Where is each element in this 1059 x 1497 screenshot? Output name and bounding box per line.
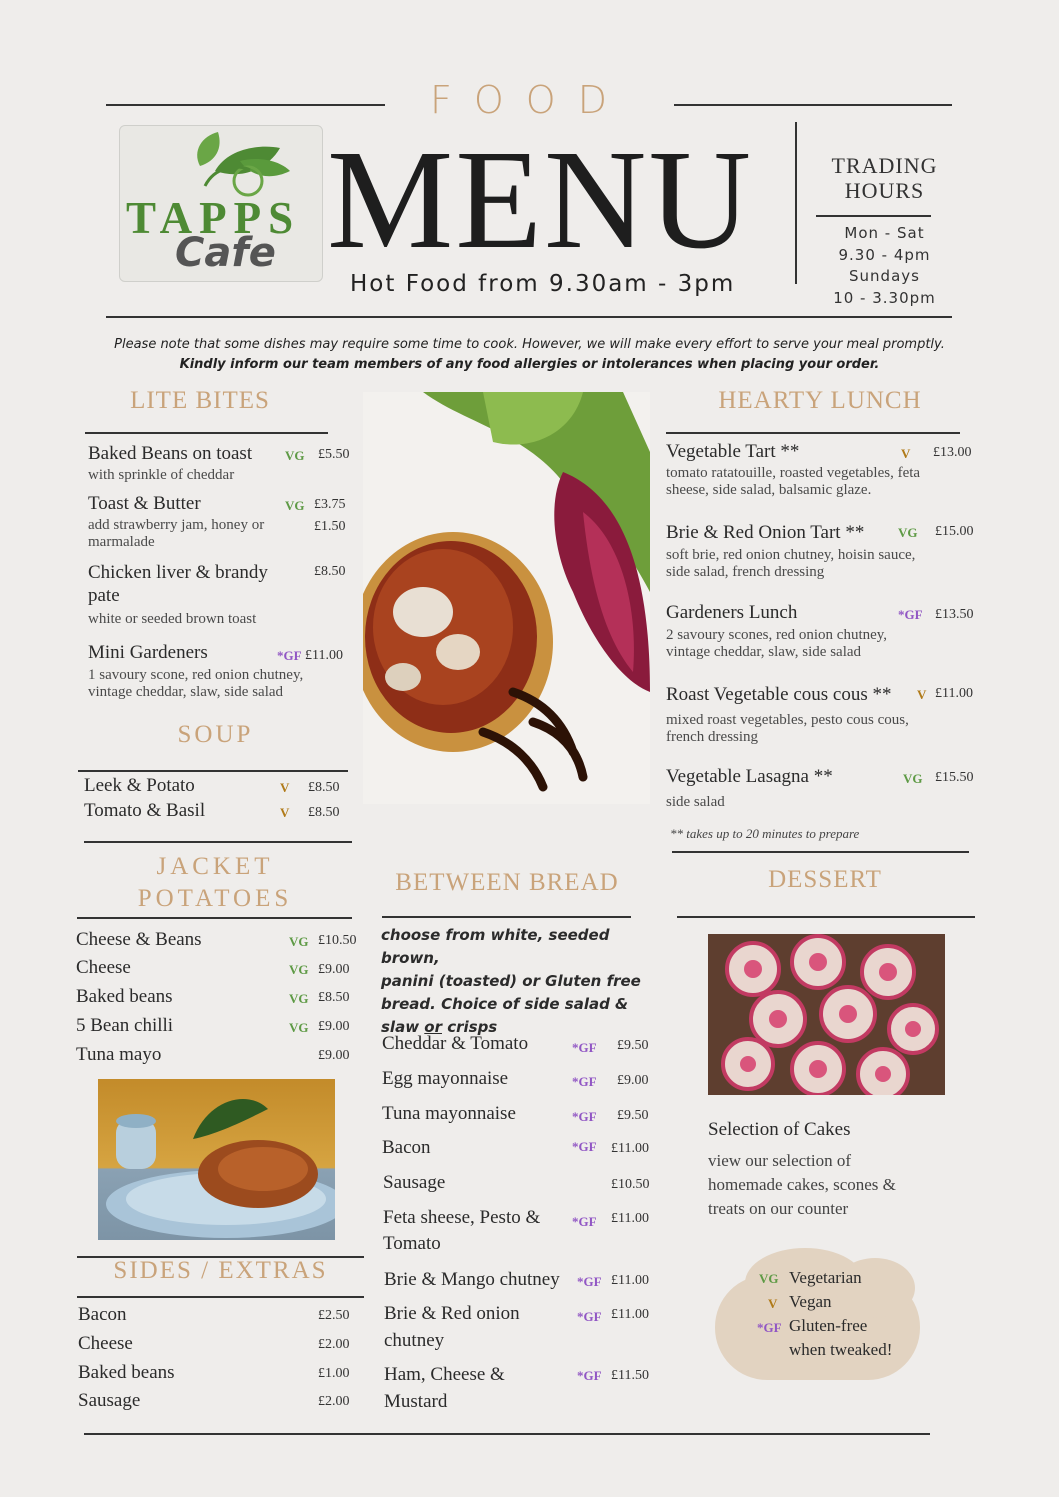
legend-cloud-right — [835, 1258, 915, 1318]
intro-line-2: panini (toasted) or Gluten free — [381, 972, 641, 990]
menu-item-name: Chicken liver & brandy pate — [88, 562, 268, 606]
logo-tapps: TAPPS — [126, 193, 301, 243]
menu-item-name: Ham, Cheese & — [384, 1364, 505, 1385]
menu-item-price: £10.50 — [611, 1177, 650, 1192]
diet-tag: VG — [289, 1020, 309, 1035]
jacket-title — [80, 851, 350, 915]
sides-rule — [77, 1296, 364, 1298]
menu-item-desc: side salad — [666, 794, 725, 810]
menu-item-name-cont: Mustard — [384, 1391, 448, 1412]
menu-item-price: £11.00 — [305, 648, 343, 663]
menu-item-name: Brie & Mango chutney — [384, 1269, 560, 1290]
tart-icon — [363, 392, 650, 804]
legend-tag: *GF — [757, 1320, 782, 1335]
menu-item-name: Bacon — [382, 1137, 431, 1158]
notice-line-1: Please note that some dishes may require some time to cook. However, we will make every effort to serve your meal promptly. — [114, 337, 945, 352]
diet-tag: *GF — [572, 1214, 597, 1229]
menu-item-name: Cheese — [78, 1333, 133, 1354]
trading-title-line-1: TRADING — [831, 153, 938, 178]
dessert-rule — [677, 916, 975, 918]
menu-item-name: Baked Beans on toast — [88, 443, 253, 464]
menu-item-name: Vegetable Lasagna ** — [666, 766, 833, 787]
food-heading: FOOD — [430, 78, 629, 122]
soup-title: SOUP — [177, 721, 254, 748]
menu-item-name: Feta sheese, Pesto & — [383, 1207, 541, 1228]
menu-item-name: Cheddar & Tomato — [382, 1033, 529, 1054]
menu-item-price: £9.50 — [617, 1108, 649, 1123]
menu-item-price: £2.50 — [318, 1308, 350, 1323]
hot-food-hours: Hot Food from 9.30am - 3pm — [350, 271, 736, 297]
menu-item-price: £8.50 — [314, 564, 346, 579]
diet-tag: *GF — [572, 1040, 597, 1055]
trading-rule — [816, 215, 931, 217]
menu-item-price: £8.50 — [308, 805, 340, 820]
diet-tag: V — [280, 780, 290, 795]
menu-item-desc: 1 savoury scone, red onion chutney, vintage cheddar, slaw, side salad — [88, 667, 304, 700]
menu-item-desc: soft brie, red onion chutney, hoisin sauce, side salad, french dressing — [666, 547, 916, 580]
hours-line: 9.30 - 4pm — [838, 245, 931, 264]
lite-bites-title: LITE BITES — [130, 387, 270, 414]
menu-item-price: £11.00 — [935, 686, 973, 701]
cupcake-icon — [708, 934, 945, 1095]
menu-item-name: Bacon — [78, 1304, 127, 1325]
soup-bottom-rule — [84, 841, 352, 843]
diet-tag: VG — [289, 934, 309, 949]
diet-tag: *GF — [577, 1309, 602, 1324]
menu-item-price: £11.00 — [611, 1211, 649, 1226]
menu-item-name: Brie & Red onion — [384, 1303, 520, 1324]
trading-hours — [812, 223, 957, 309]
trading-title-line-2: HOURS — [844, 178, 925, 203]
diet-tag: *GF — [577, 1368, 602, 1383]
intro-line-3: bread. Choice of side salad & — [381, 995, 629, 1013]
menu-item-price: £5.50 — [318, 447, 350, 462]
intro-word-or: or — [424, 1018, 442, 1036]
diet-tag: V — [280, 805, 290, 820]
menu-item-name: Cheese & Beans — [76, 929, 202, 950]
menu-title: MENU — [327, 120, 754, 278]
hours-line: 10 - 3.30pm — [833, 288, 936, 307]
menu-item-desc: mixed roast vegetables, pesto cous cous, french dressing — [666, 712, 909, 745]
intro-word-crisps: crisps — [441, 1018, 498, 1036]
jacket-title-line-1: JACKET — [156, 853, 274, 880]
menu-item-price: £3.75 — [314, 497, 346, 512]
menu-item-price: £9.50 — [617, 1038, 649, 1053]
menu-item-price: £15.50 — [935, 770, 974, 785]
menu-item-name: Cheese — [76, 957, 131, 978]
menu-item-name: Tuna mayonnaise — [382, 1103, 516, 1124]
menu-item-desc: tomato ratatouille, roasted vegetables, feta sheese, side salad, balsamic glaze. — [666, 465, 921, 498]
diet-tag: VG — [289, 991, 309, 1006]
diet-tag: VG — [903, 771, 923, 786]
intro-line-1: choose from white, seeded brown, — [381, 926, 610, 967]
legend-label: Vegan — [789, 1292, 832, 1311]
jacket-rule — [77, 917, 352, 919]
menu-item-price: £9.00 — [318, 1048, 350, 1063]
hearty-lunch-rule — [666, 432, 960, 434]
hearty-lunch-bottom-rule — [672, 851, 969, 853]
menu-item-desc: 2 savoury scones, red onion chutney, vintage cheddar, slaw, side salad — [666, 627, 888, 660]
menu-item-price: £2.00 — [318, 1394, 350, 1409]
menu-item-price: £13.50 — [935, 607, 974, 622]
header-bottom-rule — [106, 316, 952, 318]
menu-item-name: Leek & Potato — [84, 775, 195, 796]
diet-tag: *GF — [572, 1109, 597, 1124]
menu-item-price: £11.50 — [611, 1368, 649, 1383]
menu-item-name: Sausage — [78, 1390, 141, 1411]
diet-tag: VG — [285, 498, 305, 513]
diet-tag: VG — [898, 525, 918, 540]
prep-time-note: ** takes up to 20 minutes to prepare — [670, 826, 860, 841]
intro-word-slaw: slaw — [381, 1018, 425, 1036]
menu-item-name: Sausage — [383, 1172, 446, 1193]
legend-label: Gluten-free — [789, 1316, 868, 1335]
trading-hours-title — [812, 153, 957, 203]
menu-item-name: Baked beans — [76, 986, 173, 1007]
logo-cafe: Cafe — [175, 230, 276, 276]
menu-item-desc: white or seeded brown toast — [88, 611, 257, 627]
diet-tag: *GF — [577, 1274, 602, 1289]
legend-tag: VG — [759, 1271, 779, 1286]
hearty-lunch-title: HEARTY LUNCH — [718, 387, 922, 414]
vegetable-tart-photo — [363, 392, 650, 804]
menu-item-name: Roast Vegetable cous cous ** — [666, 684, 892, 705]
jacket-title-line-2: POTATOES — [137, 885, 293, 912]
menu-item-name: Toast & Butter — [88, 493, 201, 514]
diet-tag: V — [917, 687, 927, 702]
hours-line: Mon - Sat — [844, 224, 925, 242]
menu-item-name-cont: chutney — [384, 1330, 445, 1351]
dessert-name: Selection of Cakes — [708, 1119, 851, 1140]
menu-item-price: £11.00 — [611, 1141, 649, 1156]
diet-tag: *GF — [572, 1074, 597, 1089]
menu-item-name: 5 Bean chilli — [76, 1015, 174, 1036]
menu-item-price: £13.00 — [933, 445, 972, 460]
menu-item-price: £15.00 — [935, 524, 974, 539]
menu-item-price: £9.00 — [617, 1073, 649, 1088]
plate-icon — [98, 1079, 335, 1240]
menu-item-name: Vegetable Tart ** — [666, 441, 800, 462]
between-bread-intro — [381, 924, 661, 1039]
menu-item-name-cont: Tomato — [383, 1233, 441, 1254]
menu-item-name: Mini Gardeners — [88, 642, 208, 663]
footer-rule — [84, 1433, 930, 1435]
menu-item-price: £10.50 — [318, 933, 357, 948]
hours-line: Sundays — [849, 267, 920, 285]
menu-item-name: Gardeners Lunch — [666, 602, 798, 623]
menu-item-name: Egg mayonnaise — [382, 1068, 509, 1089]
sides-title: SIDES / EXTRAS — [113, 1257, 328, 1284]
lite-bites-rule — [85, 432, 328, 434]
menu-item-name: Baked beans — [78, 1362, 175, 1383]
diet-tag: VG — [289, 962, 309, 977]
menu-item-price: £9.00 — [318, 962, 350, 977]
menu-item-price: £11.00 — [611, 1273, 649, 1288]
legend-note: when tweaked! — [789, 1340, 893, 1359]
menu-item-extra-price: £1.50 — [314, 519, 346, 534]
diet-tag: *GF — [898, 607, 923, 622]
menu-item-name: Brie & Red Onion Tart ** — [666, 522, 865, 543]
dessert-title: DESSERT — [768, 866, 882, 893]
between-bread-title: BETWEEN BREAD — [395, 869, 619, 896]
diet-tag: V — [901, 446, 911, 461]
menu-item-price: £1.00 — [318, 1366, 350, 1381]
legend-label: Vegetarian — [789, 1268, 862, 1287]
diet-tag: *GF — [572, 1139, 597, 1154]
menu-item-desc: with sprinkle of cheddar — [88, 467, 235, 483]
dessert-desc: view our selection of homemade cakes, scones & treats on our counter — [708, 1151, 896, 1218]
menu-item-price: £11.00 — [611, 1307, 649, 1322]
legend-tag: V — [768, 1296, 778, 1311]
soup-rule — [78, 770, 348, 772]
menu-item-price: £8.50 — [318, 990, 350, 1005]
diet-tag: *GF — [277, 648, 302, 663]
header-divider — [795, 122, 797, 284]
notice — [0, 335, 1059, 375]
menu-item-price: £9.00 — [318, 1019, 350, 1034]
diet-tag: VG — [285, 448, 305, 463]
cakes-photo — [708, 934, 945, 1095]
menu-item-desc: add strawberry jam, honey or marmalade — [88, 517, 265, 550]
menu-item-name: Tuna mayo — [76, 1044, 162, 1065]
jacket-potato-photo — [98, 1079, 335, 1240]
menu-item-name: Tomato & Basil — [84, 800, 206, 821]
menu-item-price: £2.00 — [318, 1337, 350, 1352]
menu-item-price: £8.50 — [308, 780, 340, 795]
notice-line-2: Kindly inform our team members of any food allergies or intolerances when placing your order. — [179, 357, 880, 372]
between-bread-rule — [382, 916, 631, 918]
